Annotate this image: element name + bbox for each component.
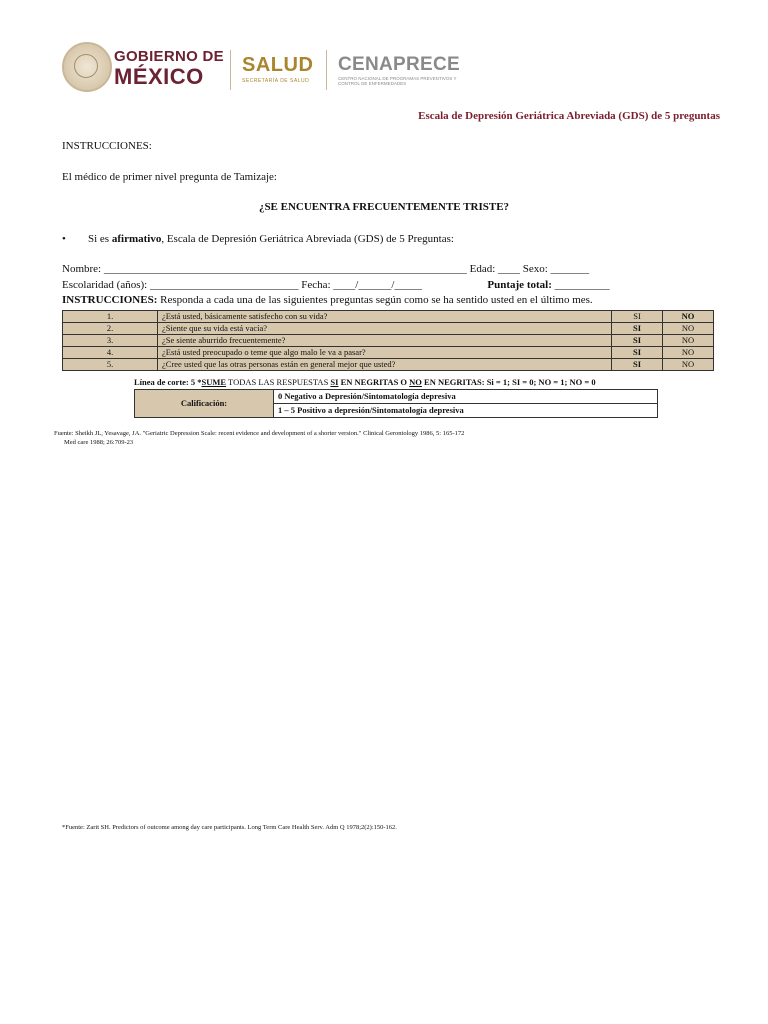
divider [326, 50, 327, 90]
answer-no[interactable]: NO [663, 311, 714, 323]
row-question: ¿Está usted, básicamente satisfecho con su vida? [158, 311, 612, 323]
puntaje-field[interactable]: __________ [554, 279, 610, 291]
bullet-icon: • [62, 233, 66, 245]
medico-text: El médico de primer nivel pregunta de Tamizaje: [62, 171, 277, 183]
salud-sub: SECRETARÍA DE SALUD [242, 78, 310, 84]
coat-of-arms-icon [62, 42, 112, 92]
calif-negativo: 0 Negativo a Depresión/Sintomatología depresiva [274, 390, 658, 404]
row-number: 5. [63, 359, 158, 371]
escolaridad-line [62, 279, 610, 291]
calificacion-table [134, 389, 658, 418]
answer-si[interactable]: SI [612, 359, 663, 371]
row-number: 4. [63, 347, 158, 359]
row-question: ¿Se siente aburrido frecuentemente? [158, 335, 612, 347]
table-row [63, 359, 714, 371]
puntaje-label: Puntaje total: [487, 279, 552, 291]
escolaridad-field[interactable]: Escolaridad (años): ___________________________ [62, 279, 299, 291]
edad-field[interactable]: Edad: ____ [469, 263, 521, 275]
document-title: Escala de Depresión Geriátrica Abreviada (GDS) de 5 preguntas [418, 110, 720, 122]
table-row [63, 335, 714, 347]
sexo-field[interactable]: Sexo: _______ [522, 263, 590, 275]
linea-corte: Línea de corte: 5 *SUME TODAS LAS RESPUESTAS SI EN NEGRITAS O NO EN NEGRITAS: Si = 1; SI = 0; NO = 1; NO = 0 [134, 377, 596, 387]
answer-si[interactable]: SI [612, 347, 663, 359]
calificacion-label: Calificación: [135, 390, 274, 418]
header-logos [62, 40, 482, 96]
calif-positivo: 1 – 5 Positivo a depresión/Sintomatología depresiva [274, 404, 658, 418]
table-row [63, 323, 714, 335]
row-number: 2. [63, 323, 158, 335]
answer-si[interactable]: SI [612, 335, 663, 347]
row-number: 3. [63, 335, 158, 347]
answer-no[interactable]: NO [663, 335, 714, 347]
table-row [63, 311, 714, 323]
divider [230, 50, 231, 90]
answer-no[interactable]: NO [663, 359, 714, 371]
instrucciones-heading: INSTRUCCIONES: [62, 140, 152, 152]
bullet-line: • Si es afirmativo, Escala de Depresión Geriátrica Abreviada (GDS) de 5 Preguntas: [62, 233, 454, 245]
row-question: ¿Siente que su vida está vacía? [158, 323, 612, 335]
row-question: ¿Cree usted que las otras personas están en general mejor que usted? [158, 359, 612, 371]
instrucciones2: INSTRUCCIONES: Responda a cada una de las siguientes preguntas según como se ha sentido usted en el último mes. [62, 294, 593, 306]
answer-no[interactable]: NO [663, 323, 714, 335]
cenaprece-sub: CENTRO NACIONAL DE PROGRAMAS PREVENTIVOS Y CONTROL DE ENFERMEDADES [338, 76, 457, 86]
nombre-field[interactable]: Nombre: __________________________________________________________________ [62, 263, 467, 275]
fuente-1: Fuente: Sheikh JL, Yesavage, JA. "Geriatric Depression Scale: recent evidence and development of a shorter version." Clinical Gerontology 1986, 5: 165-172 [54, 430, 465, 437]
nombre-line [62, 263, 589, 275]
fuente-1b: Med care 1988; 26:709-23 [64, 439, 134, 446]
cenaprece-logo: CENAPRECE [338, 54, 460, 75]
fecha-field[interactable]: Fecha: ____/______/_____ [301, 279, 422, 291]
screening-question: ¿SE ENCUENTRA FRECUENTEMENTE TRISTE? [258, 201, 510, 213]
row-question: ¿Está usted preocupado o teme que algo malo le va a pasar? [158, 347, 612, 359]
answer-si[interactable]: SI [612, 323, 663, 335]
mexico-label: MÉXICO [114, 64, 204, 89]
row-number: 1. [63, 311, 158, 323]
fuente-2: *Fuente: Zarit SH. Predictors of outcome among day care participants. Long Term Care Health Serv. Adm Q 1978;2(2):150-162. [62, 824, 397, 831]
answer-si[interactable]: SI [612, 311, 663, 323]
salud-logo: SALUD [242, 54, 314, 76]
gds-table [62, 310, 714, 371]
table-row [63, 347, 714, 359]
gobierno-label: GOBIERNO DE [114, 48, 224, 65]
answer-no[interactable]: NO [663, 347, 714, 359]
